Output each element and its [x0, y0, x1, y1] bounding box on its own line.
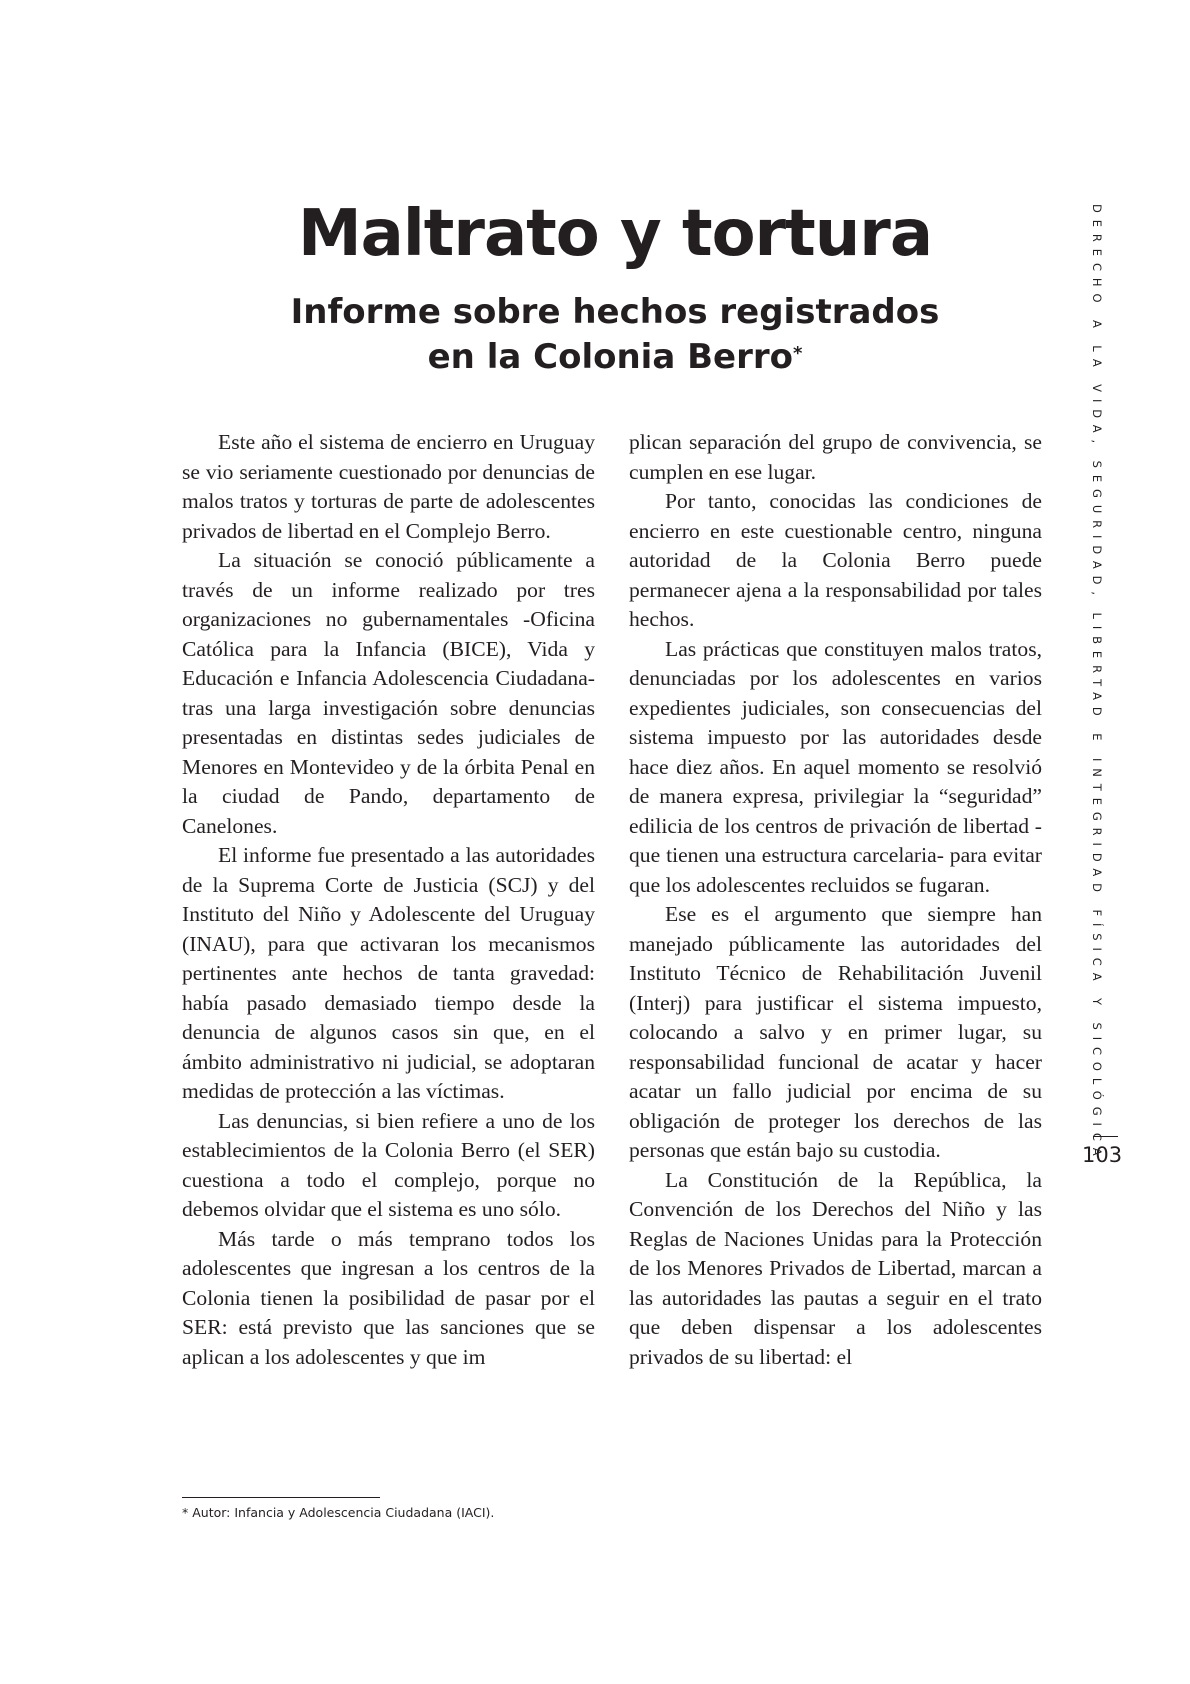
subtitle-line-1: Informe sobre hechos registrados — [290, 292, 940, 332]
paragraph: El informe fue presentado a las autoridades de la Suprema Corte de Justicia (SCJ) y del Instituto del Niño y Adolescente del Uruguay (INAU), para que activaran los mecanismos pertinentes ante hechos de tanta gravedad: había pasado demasiado tiempo desde la denuncia de algunos casos sin que, en el ámbito administrativo ni judicial, se adoptaran medidas de protección a las víctimas. — [182, 843, 595, 1103]
page-number: 103 — [1082, 1143, 1123, 1167]
running-head: DERECHO A LA VIDA, SEGURIDAD, LIBERTAD E INTEGRIDAD FÍSICA Y SICOLÓGICA — [1090, 204, 1104, 1163]
left-column — [182, 428, 595, 1372]
paragraph-continued: plican separación del grupo de convivencia, se cumplen en ese lugar. — [629, 430, 1042, 484]
paragraph: Por tanto, conocidas las condiciones de encierro en este cuestionable centro, ninguna autoridad de la Colonia Berro puede permanecer ajena a la responsabilidad por tales hechos. — [629, 489, 1042, 631]
paragraph: La situación se conoció públicamente a través de un informe realizado por tres organizaciones no gubernamentales -Oficina Católica para la Infancia (BICE), Vida y Educación e Infancia Adolescencia Ciudadana- tras una larga investigación sobre denuncias presentadas en distintas sedes judiciales de Menores en Montevideo y de la órbita Penal en la ciudad de Pando, departamento de Canelones. — [182, 548, 595, 838]
right-column — [629, 428, 1042, 1372]
paragraph: Más tarde o más temprano todos los adolescentes que ingresan a los centros de la Colonia tienen la posibilidad de pasar por el SER: está previsto que las sanciones que se aplican a los adolescentes y que im — [182, 1226, 595, 1369]
paragraph: Ese es el argumento que siempre han manejado públicamente las autoridades del Instituto Técnico de Rehabilitación Juvenil (Interj) para justificar el sistema impuesto, colocando a salvo y en primer lugar, su responsabilidad funcional de acatar y hacer acatar un fallo judicial por encima de su obligación de proteger los derechos de las personas que están bajo su custodia. — [629, 902, 1042, 1162]
paragraph: Las denuncias, si bien refiere a uno de los establecimientos de la Colonia Berro (el SER) cuestiona a todo el complejo, porque no debemos olvidar que el sistema es uno sólo. — [182, 1108, 595, 1221]
footnote-divider — [182, 1497, 380, 1498]
paragraph: La Constitución de la República, la Convención de los Derechos del Niño y las Reglas de Naciones Unidas para la Protección de los Menores Privados de Libertad, marcan a las autoridades las pautas a seguir en el trato que deben dispensar a los adolescentes privados de su libertad: el — [629, 1167, 1042, 1369]
footnote-marker: * — [792, 343, 803, 364]
footnote: * Autor: Infancia y Adolescencia Ciudadana (IACI). — [182, 1505, 495, 1520]
paragraph: Este año el sistema de encierro en Uruguay se vio seriamente cuestionado por denuncias de malos tratos y torturas de parte de adolescentes privados de libertad en el Complejo Berro. — [182, 430, 595, 543]
page-subtitle — [0, 290, 1190, 380]
subtitle-line-2-text: en la Colonia Berro — [427, 337, 793, 377]
paragraph: Las prácticas que constituyen malos tratos, denunciadas por los adolescentes en varios expedientes judiciales, son consecuencias del sistema impuesto por las autoridades desde hace diez años. En aquel momento se resolvió de manera expresa, privilegiar la “seguridad” edilicia de los centros de privación de libertad - que tienen una estructura carcelaria- para evitar que los adolescentes recluidos se fugaran. — [629, 636, 1042, 897]
page-number-divider — [1093, 1136, 1118, 1137]
page-title: Maltrato y tortura — [297, 197, 933, 271]
subtitle-line-2 — [0, 335, 1190, 380]
